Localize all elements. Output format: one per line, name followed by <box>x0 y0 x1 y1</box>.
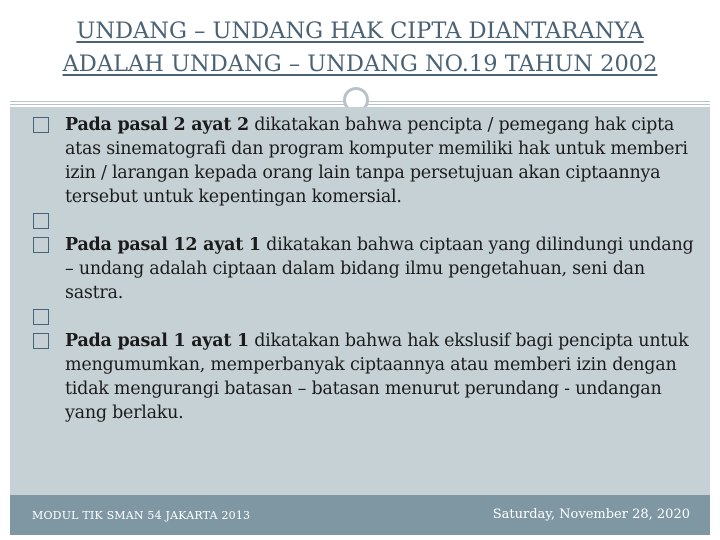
bullet-text: dikatakan bahwa hak ekslusif bagi pencipta untuk mengumumkan, memperbanyak ciptaannya atau memberi izin dengan tidak mengurangi batasan – batasan menurut perundang - undangan yang berlaku. <box>65 331 689 423</box>
empty-bullet <box>33 305 705 329</box>
slide-title: UNDANG – UNDANG HAK CIPTA DIANTARANYA ADALAH UNDANG – UNDANG NO.19 TAHUN 2002 <box>62 18 658 77</box>
square-bullet-icon <box>33 333 49 349</box>
footer-bar <box>10 495 710 535</box>
square-bullet-icon <box>33 213 49 229</box>
bullet-list <box>33 113 705 425</box>
footer-module-label: MODUL TIK SMAN 54 JAKARTA 2013 <box>32 509 251 522</box>
bullet-item-pasal-2 <box>33 113 705 209</box>
bullet-item-pasal-12 <box>33 233 705 305</box>
empty-bullet <box>33 209 705 233</box>
bullet-item-pasal-1 <box>33 329 705 425</box>
bullet-bold-lead: Pada pasal 2 ayat 2 <box>65 115 249 135</box>
bullet-bold-lead: Pada pasal 1 ayat 1 <box>65 331 249 351</box>
square-bullet-icon <box>33 237 49 253</box>
bullet-text: dikatakan bahwa ciptaan yang dilindungi undang – undang adalah ciptaan dalam bidang ilmu pengetahuan, seni dan sastra. <box>65 235 694 303</box>
bullet-bold-lead: Pada pasal 12 ayat 1 <box>65 235 261 255</box>
content-panel <box>10 107 710 495</box>
square-bullet-icon <box>33 117 49 133</box>
square-bullet-icon <box>33 309 49 325</box>
bullet-text: dikatakan bahwa pencipta / pemegang hak cipta atas sinematografi dan program komputer memiliki hak untuk memberi izin / larangan kepada orang lain tanpa persetujuan akan ciptaannya tersebut untuk kepentingan komersial. <box>65 115 688 207</box>
footer-date: Saturday, November 28, 2020 <box>492 507 690 522</box>
